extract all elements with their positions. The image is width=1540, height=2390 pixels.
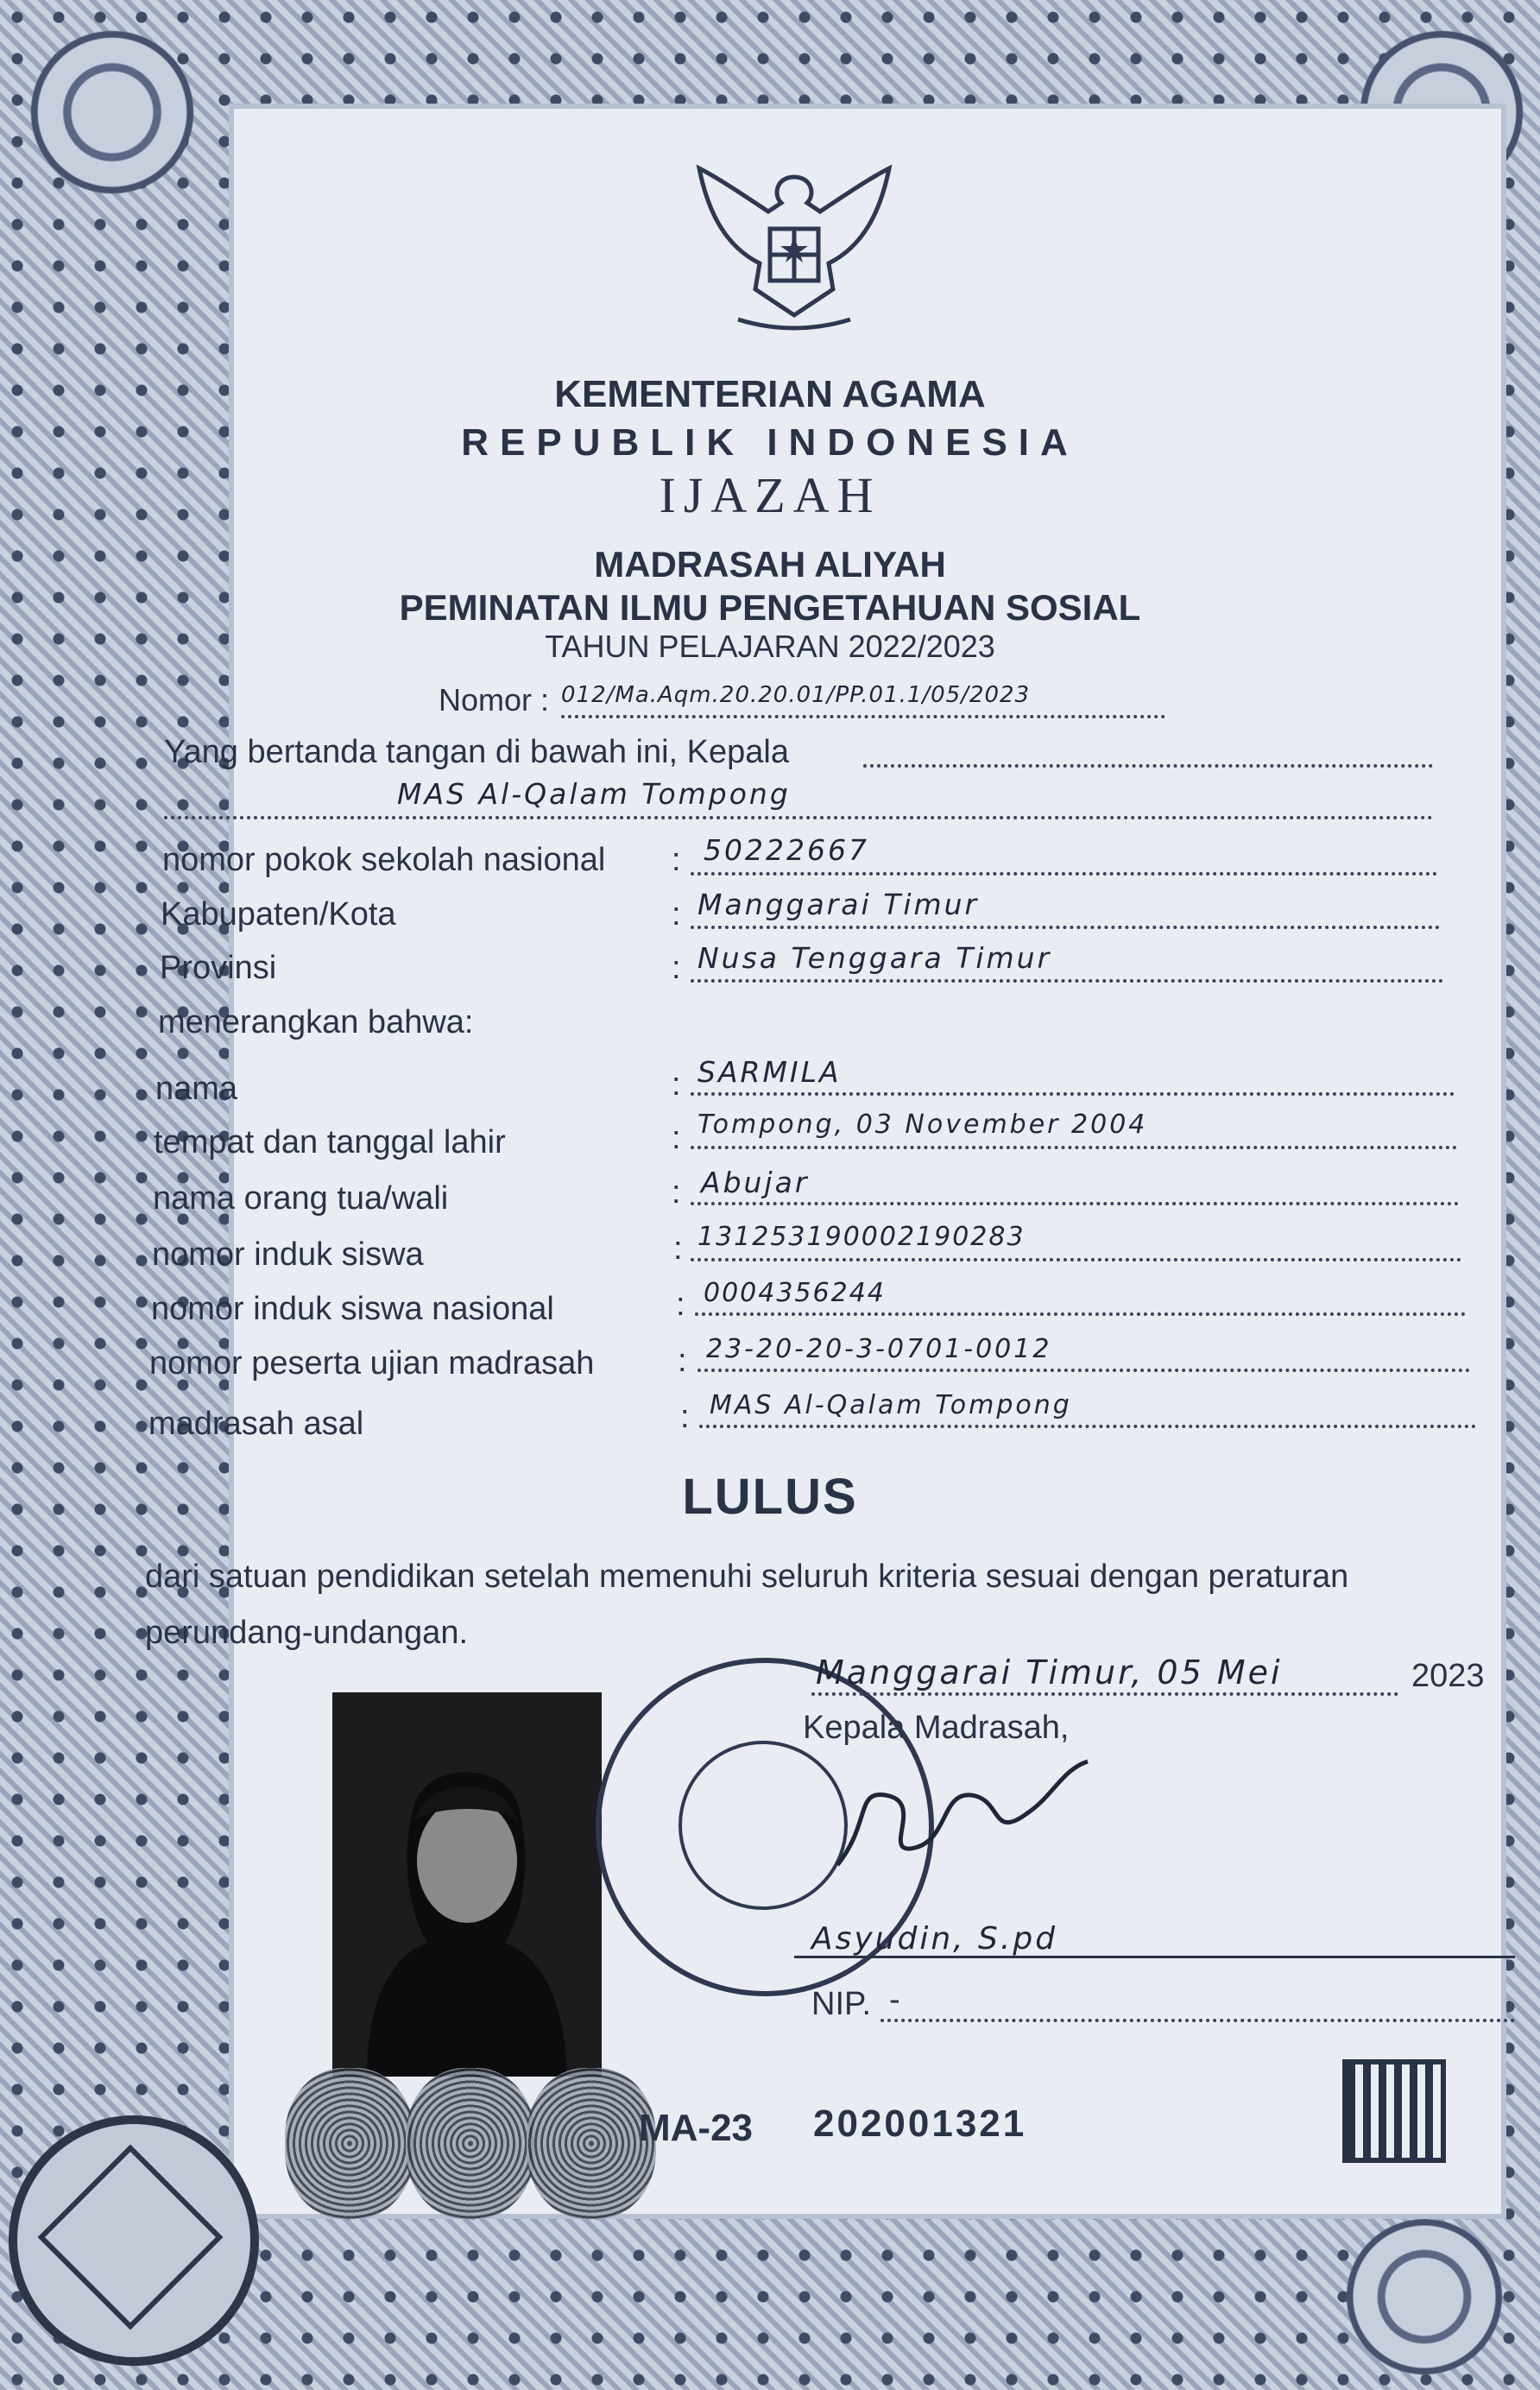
nisn-dots — [695, 1312, 1466, 1316]
fingerprint-3 — [527, 2068, 656, 2219]
body-line-2: perundang-undangan. — [145, 1615, 469, 1651]
parent-colon: : — [672, 1174, 681, 1211]
exam-number-value: 23-20-20-3-0701-0012 — [706, 1334, 1052, 1364]
signatory-name: Asyudin, S.pd — [811, 1921, 1058, 1957]
result-heading: LULUS — [682, 1469, 858, 1525]
exam-number-colon: : — [678, 1343, 687, 1379]
serial-prefix: MA-23 — [639, 2107, 754, 2149]
student-name-value: SARMILA — [697, 1055, 842, 1089]
nip-label: NIP. — [811, 1986, 872, 2022]
nis-colon: : — [673, 1230, 683, 1267]
signature-place-date: Manggarai Timur, 05 Mei — [816, 1653, 1283, 1691]
province-value: Nusa Tenggara Timur — [697, 941, 1052, 975]
program-heading: PEMINATAN ILMU PENGETAHUAN SOSIAL — [399, 587, 1141, 628]
student-name-colon: : — [672, 1066, 681, 1103]
npsn-label: nomor pokok sekolah nasional — [162, 842, 606, 878]
nip-dots — [880, 2019, 1515, 2022]
exam-number-label: nomor peserta ujian madrasah — [149, 1345, 595, 1382]
regency-dots — [691, 926, 1440, 929]
birth-dots — [691, 1146, 1457, 1149]
statement-text: menerangkan bahwa: — [158, 1004, 474, 1040]
nis-value: 131253190002190283 — [697, 1222, 1026, 1252]
intro-school-value: MAS Al-Qalam Tompong — [397, 777, 791, 811]
province-colon: : — [672, 950, 681, 986]
signature-scribble-icon — [820, 1736, 1096, 1882]
ministry-heading: KEMENTERIAN AGAMA — [554, 373, 986, 415]
regency-label: Kabupaten/Kota — [161, 896, 396, 933]
nisn-value: 0004356244 — [704, 1278, 886, 1308]
number-value: 012/Ma.Aqm.20.20.01/PP.01.1/05/2023 — [561, 682, 1031, 708]
student-name-dots — [691, 1092, 1455, 1096]
student-photo — [332, 1692, 602, 2077]
signatory-name-underline — [794, 1956, 1515, 1958]
nip-value: - — [889, 1982, 900, 2018]
seal-inner-shape — [38, 2145, 224, 2330]
number-dots — [561, 715, 1165, 718]
birth-label: tempat dan tanggal lahir — [154, 1124, 506, 1160]
exam-number-dots — [697, 1369, 1470, 1372]
document-title: IJAZAH — [659, 467, 881, 523]
fingerprint-2 — [406, 2068, 535, 2219]
qr-code — [1342, 2059, 1446, 2163]
intro-dots-2 — [164, 816, 1433, 819]
parent-label: nama orang tua/wali — [153, 1180, 449, 1217]
garuda-emblem-icon — [691, 142, 898, 341]
origin-school-colon: : — [680, 1399, 690, 1435]
signature-year: 2023 — [1411, 1658, 1485, 1694]
school-type-heading: MADRASAH ALIYAH — [594, 544, 946, 585]
student-name-label: nama — [155, 1071, 238, 1107]
origin-school-label: madrasah asal — [148, 1406, 364, 1442]
nisn-colon: : — [676, 1287, 685, 1323]
regency-value: Manggarai Timur — [697, 888, 980, 921]
signature-date-dots — [811, 1692, 1398, 1696]
npsn-colon: : — [672, 842, 681, 878]
ornament-bottom-right — [1329, 2210, 1519, 2383]
signature-role: Kepala Madrasah, — [803, 1710, 1070, 1746]
province-label: Provinsi — [160, 950, 277, 986]
parent-dots — [691, 1202, 1459, 1205]
ministry-seal — [9, 2115, 259, 2366]
body-line-1: dari satuan pendidikan setelah memenuhi seluruh kriteria sesuai dengan peraturan — [145, 1559, 1349, 1595]
fingerprint-1 — [285, 2068, 414, 2219]
birth-value: Tompong, 03 November 2004 — [697, 1110, 1148, 1140]
number-label: Nomor : — [439, 682, 550, 718]
regency-colon: : — [672, 896, 681, 933]
nisn-label: nomor induk siswa nasional — [151, 1291, 554, 1327]
parent-value: Abujar — [701, 1166, 810, 1199]
academic-year: TAHUN PELAJARAN 2022/2023 — [545, 629, 995, 664]
serial-number: 202001321 — [813, 2102, 1027, 2145]
province-dots — [691, 979, 1443, 983]
origin-school-dots — [699, 1425, 1476, 1428]
birth-colon: : — [672, 1120, 681, 1156]
ornament-top-left — [17, 17, 207, 207]
npsn-value: 50222667 — [704, 833, 869, 867]
npsn-dots — [691, 872, 1437, 876]
nis-dots — [691, 1258, 1461, 1261]
intro-label: Yang bertanda tangan di bawah ini, Kepala — [164, 734, 789, 770]
republic-heading: REPUBLIK INDONESIA — [461, 421, 1079, 464]
student-portrait-icon — [332, 1692, 602, 2077]
origin-school-value: MAS Al-Qalam Tompong — [710, 1390, 1072, 1420]
nis-label: nomor induk siswa — [152, 1236, 424, 1273]
intro-dots-1 — [863, 764, 1433, 768]
